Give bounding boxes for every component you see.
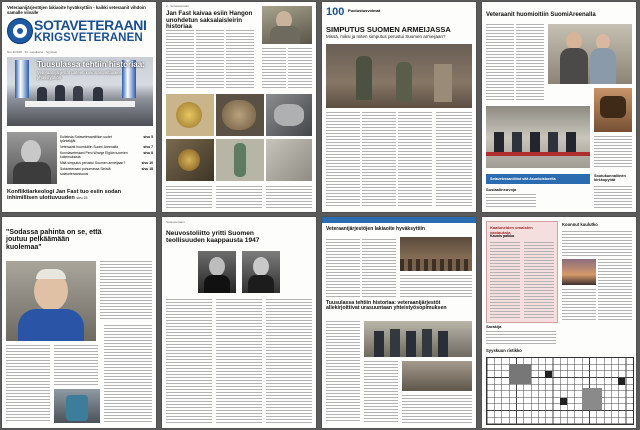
page-2[interactable]: 2 · Sotaveteraani Jan Fast kaivaa esiin Hangon unohdetun saksalaisleirin historiaa [162,2,316,212]
cover-photo-veteran [7,132,57,184]
photo-artifact-rock [216,94,264,136]
photo-artifact-coin [166,94,214,136]
column-title: Koonnut kuulutko [562,222,598,227]
cover-headline: Tuusulassa tehtiin historiaa: [37,60,145,69]
photo-veteran-portrait [6,261,96,341]
crossword-photo-2 [582,388,602,410]
page-3-headline: SIMPUTUS SUOMEN ARMEIJASSA [326,25,451,34]
photo-artifact-map [266,139,312,181]
page-6[interactable]: Sotaveteraani Neuvostoliitto yritti Suomen teollisuuden kaappausta 1947 [162,217,316,428]
toc-item[interactable]: Mitä simputus perustui Suomen armeijaan? sivu 10 [60,161,153,166]
page-2-headline: Jan Fast kaivaa esiin Hangon unohdetun saksalaisleirin historiaa [166,10,253,30]
cover-photo-conference [7,57,153,126]
page-6-headline: Neuvostoliitto yritti Suomen teollisuuden kaappausta 1947 [166,230,260,244]
photo-old-device [54,389,100,423]
page-5-headline: "Sodassa pahinta on se, että joutuu pelkäämään kuolemaa" [6,229,102,251]
page-8[interactable] [482,217,636,428]
box-kaatuneet: Kaatuneiden omaisten vastauksia Kaunis palkka [486,221,558,323]
masthead-title: SOTAVETERAANI [34,17,147,33]
photo-artifact-plate [266,94,312,136]
photo-politician-2 [242,251,280,293]
photo-artifact-bottle [216,139,264,181]
crossword-grid[interactable] [486,357,634,425]
masthead-subtitle: KRIGSVETERANEN [34,32,143,44]
toc-item[interactable]: Eulleksia Sotaveteraaniliiton uudet työntekijät sivu 5 [60,135,153,144]
photo-sunset [562,259,596,285]
crossword-title: Syyskuun ristikko [486,348,522,353]
toc-item[interactable]: Veteraanit huomioitiin Suomi Areenalla sivu 7 [60,145,153,150]
photo-event-seated [486,106,590,168]
page-7-headline: Veteraanijärjestöjen lakiaoite hyväksyttiin [326,226,425,232]
photo-signing-group [364,321,472,357]
page-3[interactable] [322,2,476,212]
page-4-banner: Sotaveteraaniliitot sitä Asuntoistoreita [486,174,590,184]
page-7-headline-2: Tuusulassa tehtiin historiaa: veteraanijärjestöt allekirjoittivat urasuuntaan yhteistyösopimuksen [326,300,447,312]
toc-item[interactable]: Kunniaveteraani Pero Wranje Elgiän tuomien kokemuksista sivu 8 [60,151,153,160]
cover-subheadline: Veteraanijärjestöt uuteen kokonaisvaltaiseen yhteistyöhön [37,70,123,80]
photo-veterans-couple [548,24,632,84]
crossword-photo [509,364,531,384]
photo-parliament-hall [400,237,472,271]
photo-audience [402,361,472,391]
page-7[interactable] [322,217,476,428]
page-4[interactable] [482,2,636,212]
cover-kicker: Veteraanijärjestöjen lakiaoite hyväksyttiin - kaikki veteraanit vihdoin samalle viivalle [7,5,146,15]
sarakia-title: Sarakija [486,324,502,329]
masthead [7,17,153,47]
cover-toc [60,135,153,176]
page-5[interactable] [2,217,156,428]
side-title-kirkkopyhat: Soutukunnallinen kirkkopyhät [594,174,626,182]
photo-jan-fast [262,6,312,44]
toc-item[interactable]: Sotaveteraani puhumassa Sinistä sotaveteraanivuosi sivu 18 [60,167,153,176]
page-1-cover[interactable]: Veteraanijärjestöjen lakiaoite hyväksyttiin - kaikki veteraanit vihdoin samalle viivalle SOTAVETERAANI KRIGSVETERANEN Nro 9/2018 · 33. vuosikerta · Syyskuu Tuusulassa tehtiin historiaa: Veteraanijärjestöt uuteen kokonaisvaltaiseen yhteistyöhön Eulleksia Sotaveteraaniliiton uudet työntekijät sivu 5 Veteraanit huomioitiin Suomi Areenalla sivu 7 Kunniaveteraani Pero Wranje Elgiän tuomien kokemuksista sivu 8 Mitä simputus perustui Suomen armeijaan? sivu 10 Sotaveteraani puhumassa Sinistä sotaveteraanivuosi sivu 18 Konfliktiarkeologi Jan Fast tuo esiin sodan inhimillisen ulottuvuuden sivu 15 [2,2,156,212]
cover-bottom-headline: Konfliktiarkeologi Jan Fast tuo esiin sodan inhimillisen ulottuvuuden sivu 15 [7,189,122,201]
side-title-sosiaali: Sosiaalineuvoja [486,187,517,192]
puolustusvoimat-logo: 100 Puolustusvoimat [326,6,381,18]
photo-politician-1 [198,251,236,293]
masthead-logo-icon [7,18,33,44]
page-3-subheadline: Missä, miksi ja miten simputus perustui Suomen armeijaan? [326,34,446,39]
photo-artifact-button [166,139,214,181]
photo-soldiers [326,44,472,108]
page-4-headline: Veteraanit huomioitiin SuomiAreenalla [486,12,596,18]
photo-ceremony [594,88,632,132]
